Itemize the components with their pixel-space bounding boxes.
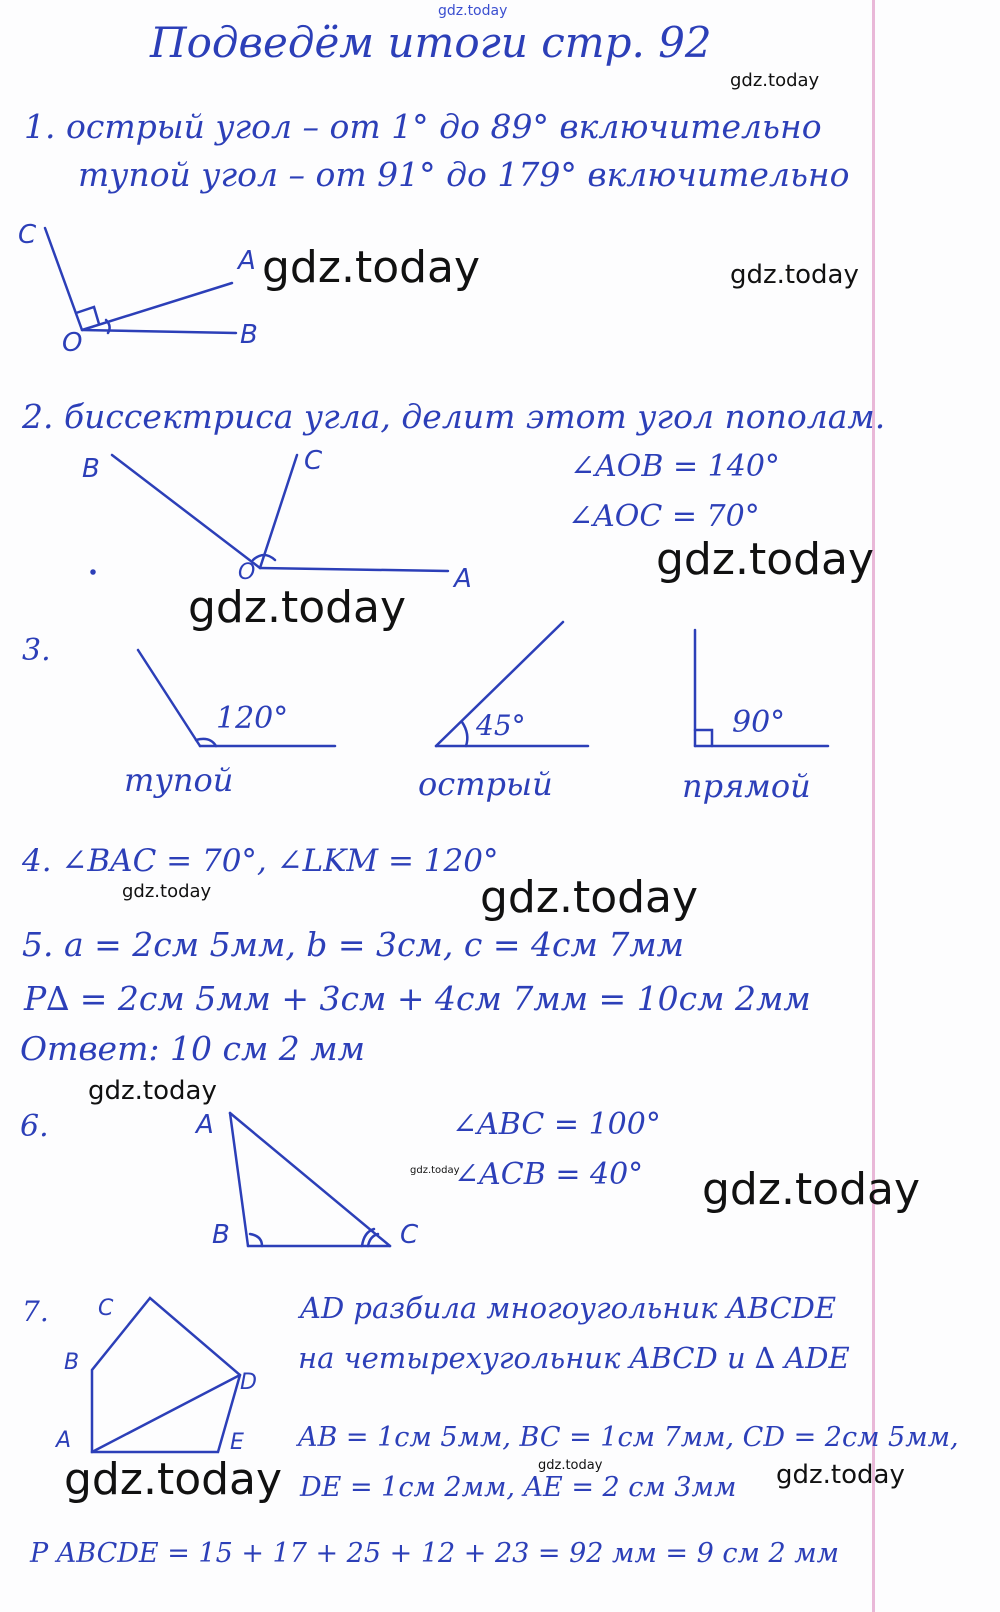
watermark: gdz.today — [480, 872, 699, 923]
label-b: B — [212, 1220, 230, 1250]
watermark: gdz.today — [730, 260, 859, 290]
label-a: A — [238, 246, 256, 276]
watermark: gdz.today — [262, 242, 481, 293]
ray-oc — [260, 455, 297, 568]
page-title: Подведём итоги стр. 92 — [150, 18, 712, 67]
task7-number: 7. — [22, 1295, 49, 1328]
angle-45: 45° — [476, 709, 526, 742]
ray-oa — [260, 568, 448, 571]
task3-number: 3. — [22, 633, 51, 668]
task7-figure — [92, 1298, 240, 1452]
label-c: C — [98, 1296, 114, 1321]
label-b: B — [240, 320, 258, 350]
watermark: gdz.today — [410, 1165, 460, 1176]
task4-line: 4. ∠BAC = 70°, ∠LKM = 120° — [22, 843, 499, 879]
task2-line1: 2. биссектриса угла, делит этот угол пополам. — [22, 397, 886, 436]
watermark: gdz.today — [188, 582, 407, 633]
task6-eq1: ∠ABC = 100° — [452, 1107, 661, 1142]
label-o: O — [62, 328, 83, 358]
dot — [92, 571, 95, 574]
task7-line4: DE = 1см 2мм, AE = 2 см 3мм — [300, 1472, 737, 1503]
task7-text1: AD разбила многоугольник ABCDE — [300, 1291, 837, 1325]
watermark: gdz.today — [730, 70, 820, 91]
task6-number: 6. — [20, 1109, 49, 1144]
label-b: B — [82, 454, 100, 484]
label-a: A — [454, 564, 472, 594]
task5-line2: P∆ = 2см 5мм + 3см + 4см 7мм = 10см 2мм — [24, 979, 811, 1018]
task1-line2: тупой угол – от 91° до 179° включительно — [78, 155, 850, 194]
label-acute: острый — [418, 765, 553, 803]
task7-line3: AB = 1см 5мм, BC = 1см 7мм, CD = 2см 5мм, — [298, 1422, 959, 1453]
watermark: gdz.today — [656, 534, 875, 585]
watermark: gdz.today — [88, 1076, 217, 1106]
ray-ob — [112, 455, 260, 568]
watermark: gdz.today — [438, 3, 508, 19]
angle-120: 120° — [216, 701, 289, 736]
task5-line1: 5. a = 2см 5мм, b = 3см, c = 4см 7мм — [22, 925, 685, 964]
label-b: B — [64, 1350, 80, 1375]
ray-oa — [82, 283, 232, 330]
label-d: D — [240, 1370, 257, 1395]
task6-figure — [230, 1113, 390, 1246]
label-o: O — [238, 560, 256, 585]
label-c: C — [18, 220, 37, 250]
label-c: C — [400, 1220, 419, 1250]
watermark: gdz.today — [64, 1454, 283, 1505]
task7-text2: на четырехугольник ABCD и ∆ ADE — [298, 1341, 850, 1375]
watermark: gdz.today — [776, 1460, 905, 1490]
ray-oc — [45, 228, 82, 330]
ray-ob — [82, 330, 236, 333]
label-right: прямой — [682, 767, 811, 805]
task7-line5: P ABCDE = 15 + 17 + 25 + 12 + 23 = 92 мм = 9 см 2 мм — [30, 1538, 839, 1569]
task6-eq2: ∠ACB = 40° — [454, 1157, 644, 1192]
label-e: E — [230, 1430, 244, 1455]
label-a: A — [196, 1110, 214, 1140]
task2-eq2: ∠AOC = 70° — [568, 499, 760, 534]
watermark: gdz.today — [538, 1458, 603, 1473]
task2-eq1: ∠AOB = 140° — [570, 449, 780, 484]
task5-answer: Ответ: 10 см 2 мм — [20, 1029, 366, 1068]
watermark: gdz.today — [122, 881, 212, 902]
watermark: gdz.today — [702, 1164, 921, 1215]
label-obtuse: тупой — [124, 761, 234, 799]
task1-line1: 1. острый угол – от 1° до 89° включительно — [24, 107, 822, 146]
label-a: A — [56, 1428, 72, 1453]
label-c: C — [304, 446, 323, 476]
task2-figure — [92, 455, 449, 574]
task1-figure — [45, 228, 236, 333]
angle-90: 90° — [732, 705, 786, 740]
